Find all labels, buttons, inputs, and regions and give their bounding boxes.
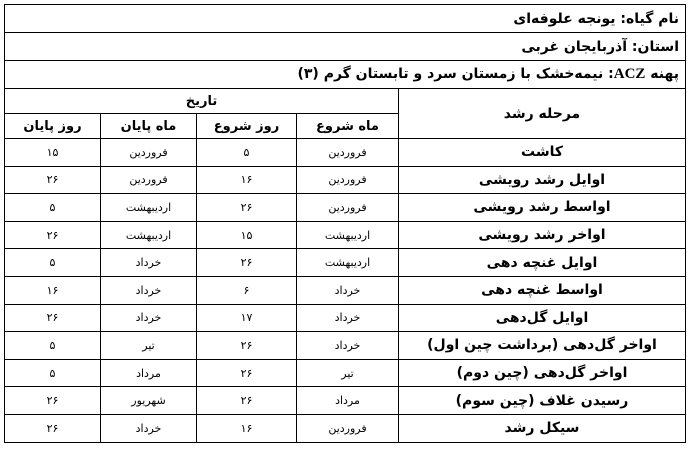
start-month-cell: فروردین xyxy=(297,194,399,222)
start-day-cell: ۲۶ xyxy=(197,332,297,360)
start-month-cell: خرداد xyxy=(297,276,399,304)
province-row xyxy=(5,33,686,61)
growth-stage-cell: کاشت xyxy=(399,139,686,167)
table-row xyxy=(5,194,686,222)
end-month-cell: خرداد xyxy=(101,276,197,304)
table-row xyxy=(5,332,686,360)
table-row xyxy=(5,304,686,332)
end-day-cell: ۵ xyxy=(5,249,101,277)
climate-zone xyxy=(5,61,686,89)
growth-stage-header: مرحله رشد xyxy=(399,89,686,139)
zone-code: ACZ xyxy=(613,66,646,82)
province-name: استان: آذربایجان غربی xyxy=(5,33,686,61)
table-row xyxy=(5,221,686,249)
growth-stage-cell: سیکل رشد xyxy=(399,414,686,442)
end-month-cell: خرداد xyxy=(101,249,197,277)
start-day-cell: ۲۶ xyxy=(197,249,297,277)
end-month-cell: خرداد xyxy=(101,304,197,332)
table-row xyxy=(5,139,686,167)
climate-zone-row xyxy=(5,61,686,89)
growth-stage-cell: اوایل رشد رویشی xyxy=(399,166,686,194)
table-row xyxy=(5,276,686,304)
growth-stage-cell: اواسط رشد رویشی xyxy=(399,194,686,222)
growth-stage-cell: اواسط غنچه دهی xyxy=(399,276,686,304)
start-day-cell: ۱۵ xyxy=(197,221,297,249)
zone-description: : نیمه‌خشک با زمستان سرد و تابستان گرم (۳) xyxy=(297,66,614,82)
end-day-cell: ۲۶ xyxy=(5,414,101,442)
table-row xyxy=(5,359,686,387)
table-row xyxy=(5,249,686,277)
growth-stage-cell: اوایل غنچه دهی xyxy=(399,249,686,277)
table-row xyxy=(5,414,686,442)
header-row-top xyxy=(5,89,686,114)
end-day-cell: ۵ xyxy=(5,332,101,360)
date-group-header: تاریخ xyxy=(5,89,399,114)
start-day-header: روز شروع xyxy=(197,114,297,139)
end-month-cell: شهریور xyxy=(101,387,197,415)
end-month-cell: خرداد xyxy=(101,414,197,442)
table-row xyxy=(5,387,686,415)
end-day-cell: ۲۶ xyxy=(5,166,101,194)
growth-stage-cell: اواخر رشد رویشی xyxy=(399,221,686,249)
growth-stage-cell: اوایل گل‌دهی xyxy=(399,304,686,332)
end-month-cell: مرداد xyxy=(101,359,197,387)
plant-name-row xyxy=(5,5,686,33)
end-day-cell: ۱۶ xyxy=(5,276,101,304)
growth-stage-cell: رسیدن غلاف (چین سوم) xyxy=(399,387,686,415)
zone-prefix: پهنه xyxy=(645,66,679,82)
plant-name: نام گیاه: یونجه علوفه‌ای xyxy=(5,5,686,33)
end-month-cell: فروردین xyxy=(101,166,197,194)
end-day-cell: ۲۶ xyxy=(5,304,101,332)
start-day-cell: ۱۶ xyxy=(197,414,297,442)
end-day-cell: ۵ xyxy=(5,194,101,222)
table-body xyxy=(5,139,686,443)
start-month-cell: فروردین xyxy=(297,414,399,442)
end-month-cell: اردیبهشت xyxy=(101,194,197,222)
end-day-cell: ۱۵ xyxy=(5,139,101,167)
end-day-cell: ۵ xyxy=(5,359,101,387)
end-day-cell: ۲۶ xyxy=(5,387,101,415)
growth-stage-cell: اواخر گل‌دهی (برداشت چین اول) xyxy=(399,332,686,360)
end-month-cell: اردیبهشت xyxy=(101,221,197,249)
start-month-cell: فروردین xyxy=(297,139,399,167)
table-row xyxy=(5,166,686,194)
start-day-cell: ۱۶ xyxy=(197,166,297,194)
start-month-cell: تیر xyxy=(297,359,399,387)
start-day-cell: ۵ xyxy=(197,139,297,167)
growth-stage-table xyxy=(4,4,686,443)
start-day-cell: ۲۶ xyxy=(197,194,297,222)
start-day-cell: ۱۷ xyxy=(197,304,297,332)
start-day-cell: ۲۶ xyxy=(197,387,297,415)
end-day-cell: ۲۶ xyxy=(5,221,101,249)
end-month-header: ماه پایان xyxy=(101,114,197,139)
end-day-header: روز پایان xyxy=(5,114,101,139)
start-month-cell: اردیبهشت xyxy=(297,221,399,249)
start-day-cell: ۲۶ xyxy=(197,359,297,387)
start-month-header: ماه شروع xyxy=(297,114,399,139)
start-month-cell: خرداد xyxy=(297,304,399,332)
start-day-cell: ۶ xyxy=(197,276,297,304)
end-month-cell: فروردین xyxy=(101,139,197,167)
end-month-cell: تیر xyxy=(101,332,197,360)
growth-stage-cell: اواخر گل‌دهی (چین دوم) xyxy=(399,359,686,387)
start-month-cell: فروردین xyxy=(297,166,399,194)
start-month-cell: خرداد xyxy=(297,332,399,360)
start-month-cell: اردیبهشت xyxy=(297,249,399,277)
start-month-cell: مرداد xyxy=(297,387,399,415)
